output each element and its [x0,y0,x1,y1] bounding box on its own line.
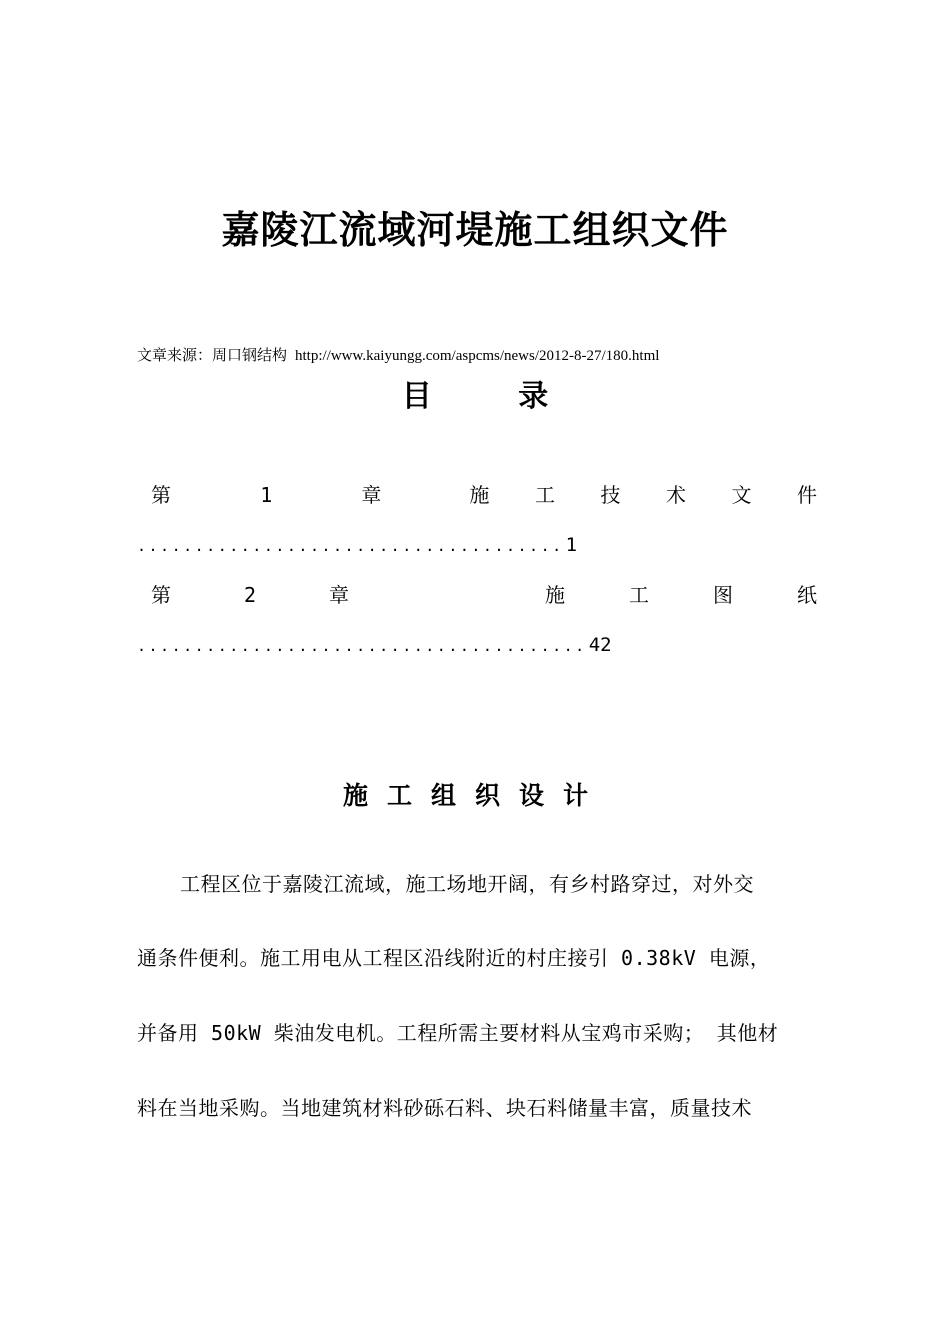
body-line-2: 通条件便利。施工用电从工程区沿线附近的村庄接引 0.38kV 电源， [137,946,771,970]
toc-entry-2-page: 42 [588,634,612,656]
toc-entry-1-title-char: 技 [600,483,621,507]
toc-entry-1[interactable] [137,481,817,509]
toc-entry-1-title-char: 件 [797,483,817,507]
toc-entry-2-leader [137,633,612,658]
toc-entry-1-leader [137,533,577,558]
source-label: 文章来源：周口钢结构 [137,348,288,364]
toc-entry-2-chapter-suffix: 章 [328,583,349,607]
toc-entry-1-dots: ..................................... [137,537,564,555]
toc-entry-1-title-char: 术 [665,483,686,507]
source-line [137,344,659,368]
toc-entry-2-title-char: 工 [629,583,649,607]
toc-entry-1-page: 1 [565,534,578,556]
toc-entry-1-chapter-suffix: 章 [361,483,382,507]
section-title: 施工组织设计 [342,781,607,810]
toc-entry-1-chapter-number: 1 [260,483,273,507]
toc-entry-1-title-char: 文 [731,483,752,507]
toc-entry-2-chapter-word: 第 [151,583,171,607]
toc-entry-1-chapter-word: 第 [151,483,171,507]
toc-entry-2-chapter-number: 2 [243,583,257,607]
document-title: 嘉陵江流域河堤施工组织文件 [221,207,729,252]
toc-entry-2-title-char: 施 [545,583,565,607]
toc-entry-2[interactable] [137,581,817,609]
source-url[interactable]: http://www.kaiyungg.com/aspcms/news/2012-8-27/180.html [295,348,660,364]
toc-entry-1-title-char: 施 [469,483,490,507]
toc-entry-2-dots: ....................................... [137,637,587,655]
body-line-1: 工程区位于嘉陵江流域，施工场地开阔，有乡村路穿过，对外交 [180,872,754,896]
toc-entry-2-title-char: 纸 [797,583,817,607]
toc-entry-1-title-char: 工 [534,483,555,507]
toc-entry-2-title-char: 图 [713,583,733,607]
body-line-3: 并备用 50kW 柴油发电机。工程所需主要材料从宝鸡市采购； 其他材 [137,1021,779,1045]
toc-heading: 目 录 [401,379,549,414]
body-line-4: 料在当地采购。当地建筑材料砂砾石料、块石料储量丰富，质量技术 [137,1096,752,1120]
